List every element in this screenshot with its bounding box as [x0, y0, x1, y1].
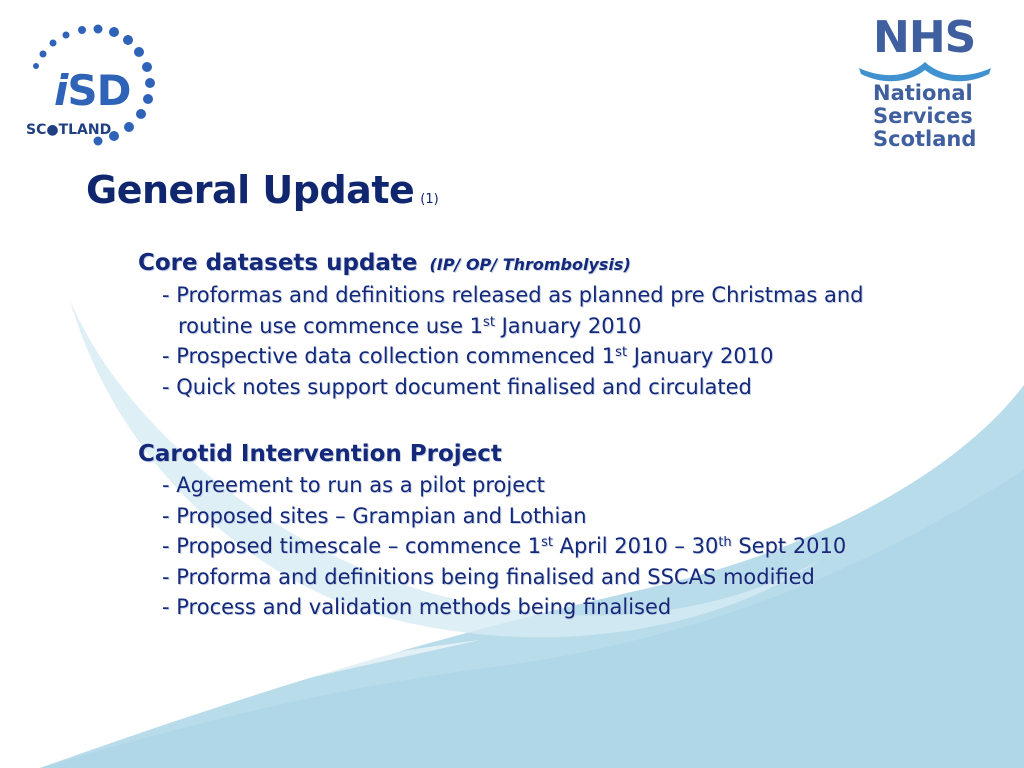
slide-title-main: General Update [86, 168, 415, 212]
bullet-line: - Proforma and definitions being finalised and SSCAS modified [162, 564, 815, 589]
nhs-national-services-scotland-logo [855, 12, 995, 157]
isd-scotland-text: SC●TLAND [26, 122, 112, 138]
nhs-name-line-3: Scotland [873, 127, 977, 151]
nhs-organisation-name [873, 82, 976, 151]
slide-title-number: (1) [420, 192, 439, 207]
wave-icon [855, 54, 995, 84]
isd-scotland-logo [22, 22, 167, 152]
section-heading-note: (IP/ OP/ Thrombolysis) [429, 255, 631, 274]
nhs-wordmark: NHS [873, 12, 976, 63]
bullet-line-continuation: routine use commence use 1st January 2010 [178, 313, 642, 338]
section-heading-core-datasets: Core datasets update (IP/ OP/ Thrombolysis) [138, 250, 631, 276]
section-spacer [138, 402, 958, 439]
bullet-line: - Proposed timescale – commence 1st April 2010 – 30th Sept 2010 [162, 534, 847, 558]
bullet-line: - Agreement to run as a pilot project [162, 473, 545, 497]
nhs-name-line-1: National [873, 81, 973, 105]
bullet-line: - Proposed sites – Grampian and Lothian [162, 503, 587, 528]
bullet-line: - Prospective data collection commenced 1st January 2010 [162, 344, 774, 368]
bullet-line: - Proformas and definitions released as planned pre Christmas and [162, 283, 864, 307]
slide-title [86, 168, 439, 212]
slide-body [138, 248, 958, 623]
section-heading-carotid: Carotid Intervention Project [138, 441, 502, 467]
bullet-line: - Quick notes support document finalised and circulated [162, 374, 752, 399]
nhs-name-line-2: Services [873, 104, 973, 128]
isd-wordmark: iSD [54, 66, 131, 115]
bullet-line: - Process and validation methods being finalised [162, 595, 672, 619]
